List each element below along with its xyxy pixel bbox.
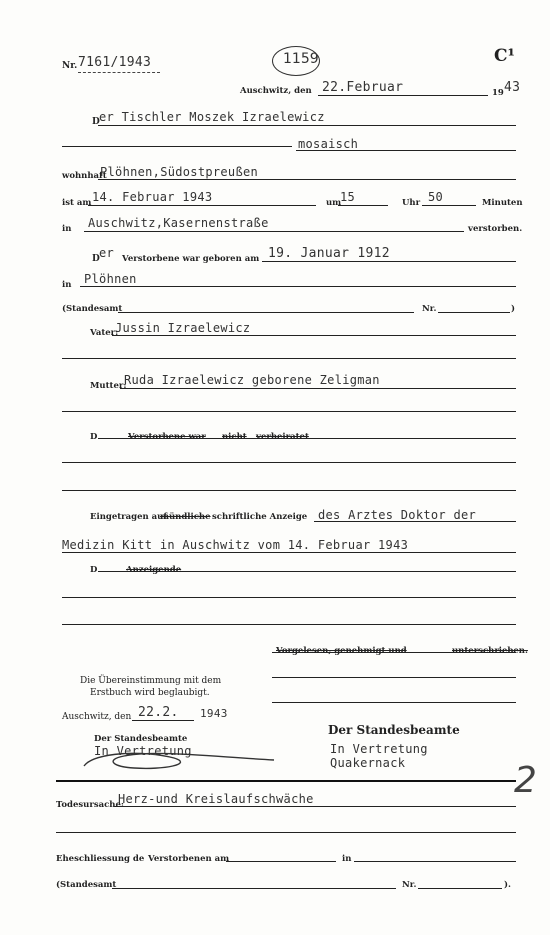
sign-line-2 — [272, 702, 516, 703]
wohnhaft-label: wohnhaft — [62, 171, 107, 181]
married-text: Verstorbene war — [128, 432, 206, 442]
father-name: Jussin Izraelewicz — [115, 321, 251, 335]
footer-nr-label: Nr. — [402, 880, 417, 890]
um-label: um — [326, 198, 342, 208]
entry-date-line — [318, 95, 488, 96]
footer-nr-line — [418, 888, 502, 889]
footer-standesamt-line — [112, 888, 396, 889]
uhr-label: Uhr — [402, 198, 421, 208]
mother-name: Ruda Izraelewicz geborene Zeligman — [124, 373, 380, 387]
mother-line — [120, 388, 516, 389]
death-place-line — [84, 231, 464, 232]
name-line — [98, 125, 516, 126]
cert-date-line — [132, 720, 194, 721]
father-line-2 — [62, 358, 516, 359]
form-code: C¹ — [494, 46, 515, 66]
married-nicht: nicht — [222, 432, 247, 442]
standesamt-nr-label: Nr. — [422, 304, 437, 314]
anzeigende-line-3 — [62, 624, 516, 625]
mother-line-2 — [62, 411, 516, 412]
anzeigende-line-2 — [62, 597, 516, 598]
nr-label: Nr. — [62, 61, 78, 71]
vorgelesen-line — [272, 652, 516, 653]
residence: Plöhnen,Südostpreußen — [100, 165, 259, 179]
todesursache-label: Todesursache: — [56, 800, 125, 810]
married-line-2 — [62, 462, 516, 463]
death-hour: 15 — [340, 190, 356, 204]
right-official-title: Der Standesbeamte — [328, 723, 460, 737]
todesursache-line — [114, 806, 516, 807]
place-label: Auschwitz, den — [240, 86, 312, 96]
standesamt-label: (Standesamt — [62, 304, 123, 314]
right-vertretung: In Vertretung — [330, 742, 428, 756]
death-minutes: 50 — [428, 190, 444, 204]
birth-place: Plöhnen — [84, 272, 137, 286]
married-prefix: D — [90, 432, 98, 442]
year-suffix: 43 — [504, 80, 521, 95]
mutter-label: Mutter: — [90, 381, 127, 391]
official-name: Quakernack — [330, 756, 406, 770]
residence-line — [98, 179, 516, 180]
ehe-date-line — [226, 861, 336, 862]
footer-standesamt-label: (Standesamt — [56, 880, 117, 890]
minutes-line — [422, 205, 476, 206]
stamp-number: 1159 — [283, 51, 319, 67]
death-date: 14. Februar 1943 — [92, 190, 213, 204]
register-number-underline — [78, 72, 160, 73]
cert-date: 22.2. — [138, 705, 179, 720]
anzeigende-prefix: D — [90, 565, 98, 575]
section-divider — [56, 780, 516, 782]
unterschrieben: unterschrieben. — [452, 646, 528, 656]
footer-close: ). — [504, 880, 511, 890]
sign-line-1 — [272, 677, 516, 678]
standesamt-close: ) — [511, 304, 516, 314]
born-prefix: D — [92, 254, 100, 264]
born-label: Verstorbene war geboren am — [122, 254, 260, 264]
anzeige-line-2-rule — [62, 552, 516, 553]
muendliche: mündliche — [160, 512, 211, 522]
schriftliche: schriftliche Anzeige — [212, 512, 308, 522]
cert-year: 1943 — [200, 707, 228, 720]
todesursache-line-2 — [56, 832, 516, 833]
ehe-label: Eheschliessung de — [56, 854, 145, 864]
anzeige-line-2: Medizin Kitt in Auschwitz vom 14. Februar 1943 — [62, 538, 409, 552]
married-line — [98, 438, 516, 439]
name-prefix: D — [92, 117, 100, 127]
married-status: verheiratet — [256, 432, 309, 442]
standesamt-line — [118, 312, 414, 313]
birth-place-line — [80, 286, 516, 287]
cert-place-label: Auschwitz, den — [62, 712, 132, 722]
birth-date-line — [262, 261, 516, 262]
ist-am-label: ist am — [62, 198, 92, 208]
ehe-in-label: in — [342, 854, 352, 864]
vorgelesen: Vorgelesen, genehmigt und — [276, 646, 407, 656]
anzeige-line-1-rule — [314, 521, 516, 522]
religion-line — [296, 150, 516, 151]
year-prefix: 19 — [492, 88, 504, 98]
religion: mosaisch — [298, 137, 359, 151]
ehe-mid: Verstorbenen am — [148, 854, 230, 864]
signature-scribble — [64, 738, 284, 774]
birth-in-label: in — [62, 280, 72, 290]
minuten-label: Minuten — [482, 198, 523, 208]
left-vertretung: In Vertretung — [94, 744, 192, 758]
left-official-title: Der Standesbeamte — [94, 734, 188, 744]
death-place: Auschwitz,Kasernenstraße — [88, 216, 269, 230]
standesamt-nr-line — [438, 312, 510, 313]
todesursache-value: Herz-und Kreislaufschwäche — [118, 792, 314, 806]
register-number: 7161/1943 — [78, 55, 152, 70]
eingetragen-label: Eingetragen auf — [90, 512, 167, 522]
uebereinstimmung-2: Erstbuch wird beglaubigt. — [90, 688, 210, 698]
entry-date: 22.Februar — [322, 80, 404, 95]
deceased-name: er Tischler Moszek Izraelewicz — [99, 110, 325, 124]
ehe-place-line — [354, 861, 516, 862]
margin-mark: 2 — [514, 760, 537, 801]
uebereinstimmung-1: Die Übereinstimmung mit dem — [80, 676, 222, 686]
death-in-label: in — [62, 224, 72, 234]
anzeige-line-1: des Arztes Doktor der — [318, 508, 477, 522]
anzeigende-label: Anzeigende — [126, 565, 182, 575]
born-gender: er — [99, 246, 115, 260]
anzeigende-line — [98, 571, 516, 572]
married-line-3 — [62, 490, 516, 491]
vater-label: Vater: — [90, 328, 119, 338]
hour-line — [338, 205, 388, 206]
death-date-line — [88, 205, 316, 206]
father-line — [112, 335, 516, 336]
birth-date: 19. Januar 1912 — [268, 246, 390, 261]
name-line-2 — [62, 146, 292, 147]
verstorben-label: verstorben. — [468, 224, 523, 234]
